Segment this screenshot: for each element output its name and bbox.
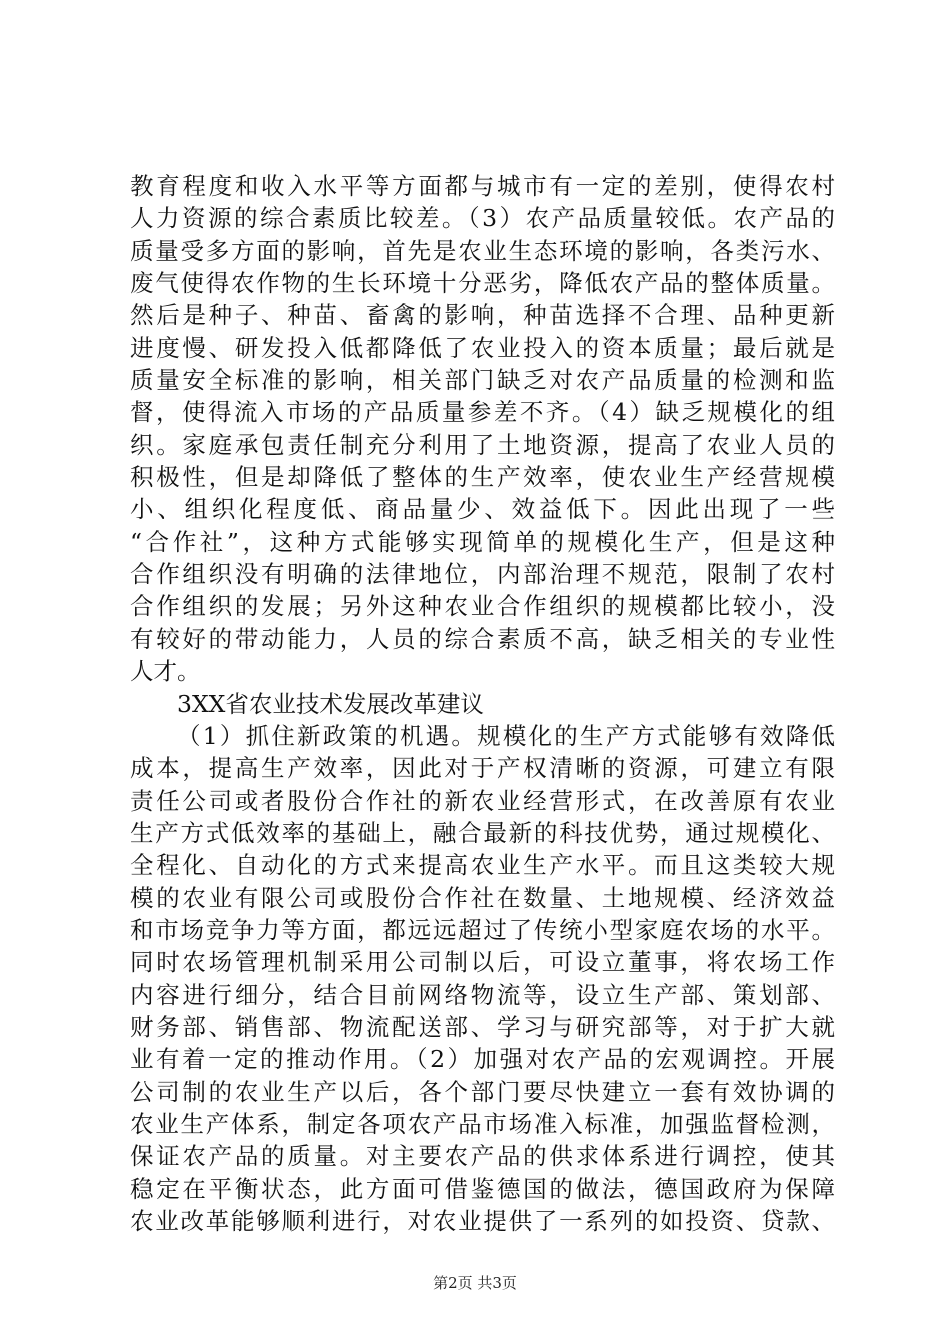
text-line: “合作社”，这种方式能够实现简单的规模化生产，但是这种: [130, 527, 835, 556]
text-line: 督，使得流入市场的产品质量参差不齐。（4）缺乏规模化的组: [130, 398, 835, 427]
text-line: 稳定在平衡状态，此方面可借鉴德国的做法，德国政府为保障: [130, 1174, 835, 1203]
text-line: 同时农场管理机制采用公司制以后，可设立董事，将农场工作: [130, 948, 835, 977]
text-line: （1）抓住新政策的机遇。规模化的生产方式能够有效降低: [177, 721, 835, 750]
text-line: 废气使得农作物的生长环境十分恶劣，降低农产品的整体质量。: [130, 269, 835, 298]
text-line: 织。家庭承包责任制充分利用了土地资源，提高了农业人员的: [130, 430, 835, 459]
text-line: 模的农业有限公司或股份合作社在数量、土地规模、经济效益: [130, 883, 835, 912]
text-line: 农业生产体系，制定各项农产品市场准入标准，加强监督检测，: [130, 1109, 835, 1138]
text-line: 质量受多方面的影响，首先是农业生态环境的影响，各类污水、: [130, 236, 835, 265]
text-line: 然后是种子、种苗、畜禽的影响，种苗选择不合理、品种更新: [130, 301, 835, 330]
text-line: 农业改革能够顺利进行，对农业提供了一系列的如投资、贷款、: [130, 1207, 835, 1235]
text-line: 合作组织没有明确的法律地位，内部治理不规范，限制了农村: [130, 560, 835, 589]
text-line: 成本，提高生产效率，因此对于产权清晰的资源，可建立有限: [130, 754, 835, 783]
text-line: 保证农产品的质量。对主要农产品的供求体系进行调控，使其: [130, 1142, 835, 1171]
text-line: 有较好的带动能力，人员的综合素质不高，缺乏相关的专业性: [130, 624, 835, 653]
text-line: 业有着一定的推动作用。（2）加强对农产品的宏观调控。开展: [130, 1045, 835, 1074]
text-line: 财务部、销售部、物流配送部、学习与研究部等，对于扩大就: [130, 1012, 835, 1041]
text-line: 责任公司或者股份合作社的新农业经营形式，在改善原有农业: [130, 786, 835, 815]
document-body: [130, 170, 835, 1237]
text-line: 人才。: [130, 657, 201, 686]
text-line: 进度慢、研发投入低都降低了农业投入的资本质量；最后就是: [130, 333, 835, 362]
page-footer: 第2页 共3页: [433, 1274, 517, 1292]
text-line: 内容进行细分，结合目前网络物流等，设立生产部、策划部、: [130, 980, 835, 1009]
text-line: 全程化、自动化的方式来提高农业生产水平。而且这类较大规: [130, 851, 835, 880]
text-line: 教育程度和收入水平等方面都与城市有一定的差别，使得农村: [130, 172, 835, 200]
text-line: 和市场竞争力等方面，都远远超过了传统小型家庭农场的水平。: [130, 915, 835, 944]
section-heading: 3XX省农业技术发展改革建议: [177, 689, 484, 718]
text-line: 生产方式低效率的基础上，融合最新的科技优势，通过规模化、: [130, 818, 835, 847]
text-line: 质量安全标准的影响，相关部门缺乏对农产品质量的检测和监: [130, 366, 835, 395]
text-line: 合作组织的发展；另外这种农业合作组织的规模都比较小，没: [130, 592, 835, 621]
text-line: 积极性，但是却降低了整体的生产效率，使农业生产经营规模: [130, 463, 835, 492]
text-line: 人力资源的综合素质比较差。（3）农产品质量较低。农产品的: [130, 204, 835, 233]
text-line: 公司制的农业生产以后，各个部门要尽快建立一套有效协调的: [130, 1077, 835, 1106]
text-line: 小、组织化程度低、商品量少、效益低下。因此出现了一些: [130, 495, 835, 524]
